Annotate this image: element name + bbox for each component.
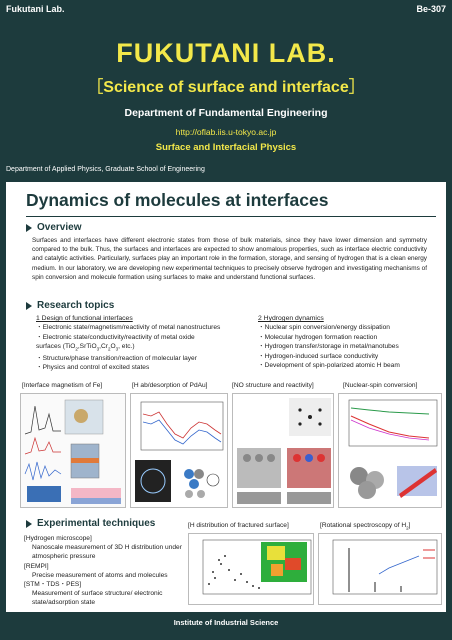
no-structure-graphic: [233, 394, 334, 508]
figure-label-fe: [Interface magnetism of Fe]: [22, 382, 103, 389]
figure-label-no: [NO structure and reactivity]: [232, 382, 314, 389]
topic-1-item: ・Electronic state/conductivity/reactivity of metal oxide: [36, 333, 195, 341]
lab-tag: Fukutani Lab.: [6, 4, 65, 14]
booth-code: Be-307: [416, 4, 446, 14]
topic-1-item: ・Electronic state/magnetism/reactivity of metal nanostructures: [36, 324, 221, 332]
applied-physics-dept: Department of Applied Physics, Graduate School of Engineering: [6, 166, 205, 173]
topic-1-item: ・Physics and control of excited states: [36, 364, 150, 372]
techniques-list: [24, 534, 189, 608]
techniques-heading-label: Experimental techniques: [37, 518, 156, 529]
topic-column-2: [258, 314, 400, 370]
h-distribution-figure: [188, 533, 314, 605]
topic-1-title: 1 Design of functional interfaces: [36, 315, 133, 322]
lab-subtitle: ［Science of surface and interface］: [87, 79, 365, 96]
lab-title: FUKUTANI LAB.: [116, 38, 336, 68]
technique-desc: Measurement of surface structure/ electronic state/adsorption state: [32, 590, 163, 607]
technique-name: [STM・TDS・PES]: [24, 581, 82, 589]
topic-column-1: [36, 314, 220, 373]
poster-header: [0, 0, 452, 182]
overview-heading: [26, 222, 81, 233]
topic-2-item: ・Development of spin-polarized atomic H beam: [258, 362, 400, 370]
footer-institute: Institute of Industrial Science: [173, 618, 279, 627]
figure-label-pdau: [H ab/desorption of PdAu]: [132, 382, 208, 389]
spin-conversion-figure: [338, 393, 442, 508]
title-divider: [26, 216, 436, 217]
technique-desc: Precise measurement of atoms and molecules: [32, 571, 168, 579]
rotational-spectroscopy-graphic: [319, 534, 442, 605]
h-distribution-graphic: [189, 534, 314, 605]
topic-1-item-oxides: surfaces ($TiO_2,SrTiO_3,Cr_2O_3$, etc.): [36, 343, 135, 352]
triangle-icon: [26, 520, 32, 528]
research-heading: [26, 300, 114, 311]
content-panel: [6, 182, 446, 612]
figure-label-h-distribution: [H distribution of fractured surface]: [188, 522, 289, 529]
fe-magnetism-figure: [20, 393, 126, 508]
research-heading-label: Research topics: [37, 300, 115, 311]
topic-2-title: 2 Hydrogen dynamics: [258, 315, 324, 322]
technique-name: [REMPI]: [24, 562, 49, 570]
overview-heading-label: Overview: [37, 222, 82, 233]
subgroup: Surface and Interfacial Physics: [155, 142, 297, 153]
no-structure-figure: [232, 393, 334, 508]
main-title: Dynamics of molecules at interfaces: [26, 190, 329, 210]
spin-conversion-graphic: [339, 394, 442, 508]
triangle-icon: [26, 302, 32, 310]
overview-text: Surfaces and interfaces have different electronic states from those of bulk materials, since they have lower dimension and symmetry compared to the bulk. Thus, the surfaces and interfaces are expected to show anomalous properties, such as interface electric conductivity and catalytic activities. Particularly, surfaces play an important role in the formation, storage, and sensing of hydrogen that is a clean energy medium. In our laboratory, we are developing new experimental techniques to precisely observe hydrogen and investigating mechanisms of spin conversion and molecule formation using surfaces to make and understand functional surfaces.: [32, 237, 427, 281]
topic-2-item: ・Molecular hydrogen formation reaction: [258, 333, 378, 341]
department: Department of Fundamental Engineering: [124, 107, 328, 119]
topic-2-item: ・Hydrogen-induced surface conductivity: [258, 352, 379, 360]
technique-name: [Hydrogen microscope]: [24, 535, 92, 542]
pdau-figure: [130, 393, 228, 508]
figure-label-rotational: [Rotational spectroscopy of $H_2$]: [320, 522, 411, 531]
topic-2-item: ・Hydrogen transfer/storage in metal/nanotubes: [258, 343, 399, 351]
fe-magnetism-graphic: [21, 394, 126, 508]
techniques-heading: [26, 518, 155, 529]
technique-desc: Nanoscale measurement of 3D H distribution under atmospheric pressure: [32, 544, 182, 561]
topic-1-item: ・Structure/phase transition/reaction of molecular layer: [36, 354, 197, 362]
rotational-spectroscopy-figure: [318, 533, 442, 605]
lab-url[interactable]: http://oflab.iis.u-tokyo.ac.jp: [175, 127, 277, 137]
figure-label-spin: [Nuclear-spin conversion]: [343, 382, 418, 389]
pdau-graphic: [131, 394, 228, 508]
triangle-icon: [26, 224, 32, 232]
topic-2-item: ・Nuclear spin conversion/energy dissipation: [258, 324, 390, 332]
